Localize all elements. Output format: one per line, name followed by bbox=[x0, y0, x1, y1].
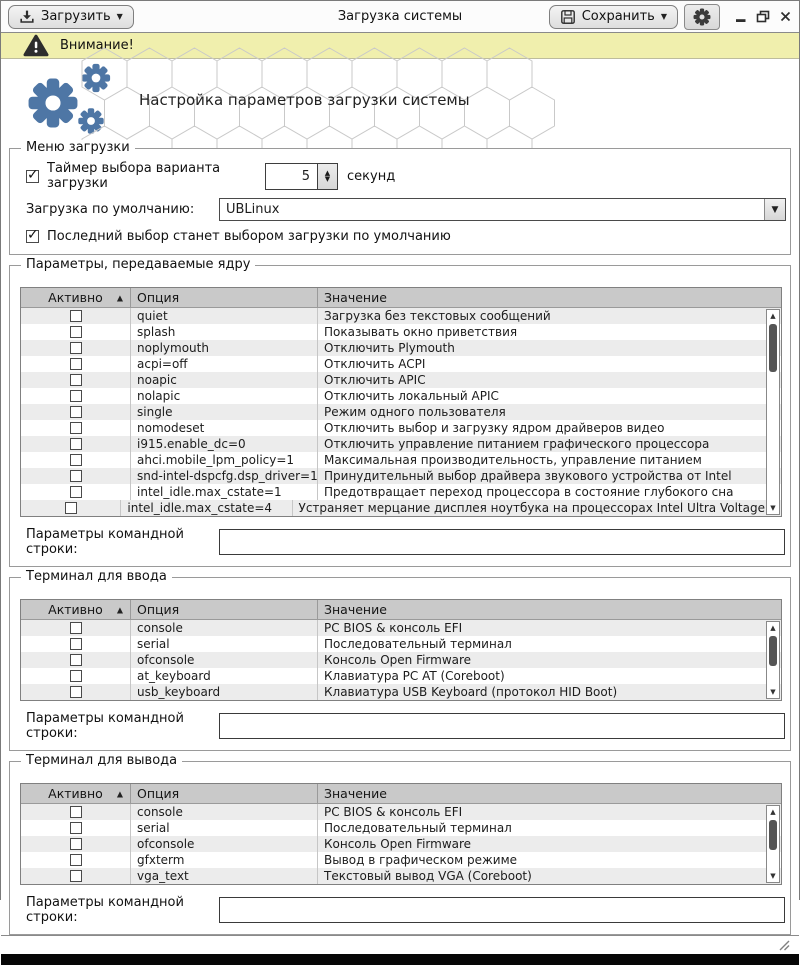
scroll-up-button[interactable]: ▲ bbox=[770, 312, 776, 320]
table-row[interactable] bbox=[21, 324, 781, 340]
titlebar bbox=[1, 1, 799, 33]
column-header-option[interactable]: Опция bbox=[131, 600, 318, 619]
row-checkbox[interactable] bbox=[70, 806, 82, 818]
warning-text: Внимание! bbox=[60, 38, 134, 53]
row-value: Текстовый вывод VGA (Coreboot) bbox=[324, 869, 532, 883]
row-checkbox[interactable] bbox=[70, 622, 82, 634]
sort-asc-icon: ▲ bbox=[116, 293, 123, 302]
chevron-down-icon: ▼ bbox=[116, 11, 123, 21]
row-option: acpi=off bbox=[131, 356, 318, 372]
row-option: intel_idle.max_cstate=4 bbox=[121, 500, 292, 516]
row-value: Отключить Plymouth bbox=[324, 341, 455, 355]
input-terminal-group bbox=[9, 569, 791, 751]
maximize-button[interactable] bbox=[756, 10, 770, 24]
row-option: single bbox=[131, 404, 318, 420]
row-value: Последовательный терминал bbox=[324, 821, 512, 835]
row-active-cell bbox=[21, 636, 131, 652]
row-option: noapic bbox=[131, 372, 318, 388]
row-active-cell bbox=[21, 620, 131, 636]
row-option: ofconsole bbox=[131, 836, 318, 852]
minimize-button[interactable] bbox=[734, 10, 748, 24]
row-option: noplymouth bbox=[131, 340, 318, 356]
column-header-active-label: Активно bbox=[48, 290, 103, 305]
scroll-down-button[interactable]: ▼ bbox=[770, 688, 776, 696]
vertical-scrollbar[interactable] bbox=[766, 621, 780, 699]
row-value: Максимальная производительность, управление питанием bbox=[324, 453, 702, 467]
table-row[interactable] bbox=[21, 452, 781, 468]
gear-icon bbox=[693, 8, 711, 26]
row-checkbox[interactable] bbox=[70, 470, 82, 482]
row-value: Клавиатура USB Keyboard (протокол HID Boot) bbox=[324, 685, 618, 699]
column-header-active-label: Активно bbox=[48, 786, 103, 801]
scroll-thumb[interactable] bbox=[769, 820, 777, 850]
table-header bbox=[21, 784, 781, 804]
cmdline-input[interactable] bbox=[219, 897, 785, 923]
close-button[interactable] bbox=[778, 10, 792, 24]
row-option: i915.enable_dc=0 bbox=[131, 436, 318, 452]
output-terminal-group bbox=[9, 753, 791, 935]
save-icon bbox=[560, 9, 576, 25]
table-row[interactable] bbox=[21, 308, 781, 324]
gears-icon bbox=[15, 63, 119, 137]
table-row[interactable] bbox=[21, 484, 781, 500]
row-value: Консоль Open Firmware bbox=[324, 837, 472, 851]
row-value: Предотвращает переход процессора в состояние глубокого сна bbox=[324, 485, 734, 499]
boot-menu-group bbox=[9, 140, 791, 255]
group-legend: Параметры, передаваемые ядру bbox=[21, 257, 255, 272]
table-row[interactable] bbox=[21, 500, 781, 516]
sort-asc-icon: ▲ bbox=[116, 605, 123, 614]
timer-spinner[interactable] bbox=[265, 163, 338, 190]
column-header-active[interactable] bbox=[21, 288, 131, 307]
row-option: console bbox=[131, 804, 318, 820]
row-option: intel_idle.max_cstate=1 bbox=[131, 484, 318, 500]
kernel-params-group bbox=[9, 257, 791, 567]
row-active-cell bbox=[21, 852, 131, 868]
row-option: console bbox=[131, 620, 318, 636]
column-header-value[interactable]: Значение bbox=[324, 290, 387, 305]
column-header-active[interactable] bbox=[21, 784, 131, 803]
row-checkbox[interactable] bbox=[70, 638, 82, 650]
row-value: Отключить управление питанием графического процессора bbox=[324, 437, 710, 451]
row-active-cell bbox=[21, 836, 131, 852]
row-value: Отключить выбор и загрузку ядром драйверов видео bbox=[324, 421, 665, 435]
row-active-cell bbox=[21, 324, 131, 340]
default-boot-row bbox=[19, 198, 786, 221]
chevron-down-icon: ▼ bbox=[660, 11, 667, 21]
status-bar bbox=[1, 935, 799, 954]
row-active-cell bbox=[21, 868, 131, 884]
row-active-cell bbox=[21, 484, 131, 500]
row-active-cell bbox=[21, 340, 131, 356]
group-legend: Меню загрузки bbox=[21, 140, 135, 155]
table-row[interactable] bbox=[21, 372, 781, 388]
kernel-params-table bbox=[20, 287, 782, 517]
cmdline-label: Параметры командной строки: bbox=[26, 711, 184, 741]
row-checkbox[interactable] bbox=[70, 486, 82, 498]
row-option: at_keyboard bbox=[131, 668, 318, 684]
scroll-down-button[interactable]: ▼ bbox=[770, 872, 776, 880]
row-value: Отключить ACPI bbox=[324, 357, 426, 371]
table-row[interactable] bbox=[21, 636, 781, 652]
row-active-cell bbox=[21, 372, 131, 388]
settings-button[interactable] bbox=[684, 4, 720, 30]
row-value: PC BIOS & консоль EFI bbox=[324, 621, 463, 635]
row-option: snd-intel-dspcfg.dsp_driver=1 bbox=[131, 468, 318, 484]
row-option: ofconsole bbox=[131, 652, 318, 668]
row-checkbox[interactable] bbox=[70, 654, 82, 666]
row-option: nolapic bbox=[131, 388, 318, 404]
default-boot-value: UBLinux bbox=[226, 202, 280, 217]
table-body bbox=[21, 620, 781, 700]
table-row[interactable] bbox=[21, 436, 781, 452]
load-button-label: Загрузить bbox=[41, 9, 111, 24]
row-active-cell bbox=[21, 404, 131, 420]
row-option: nomodeset bbox=[131, 420, 318, 436]
timer-unit-label: секунд bbox=[347, 168, 396, 184]
row-active-cell bbox=[21, 452, 131, 468]
column-header-active[interactable] bbox=[21, 600, 131, 619]
download-icon bbox=[19, 9, 35, 25]
row-option: splash bbox=[131, 324, 318, 340]
titlebar-right bbox=[549, 4, 792, 30]
row-value: Консоль Open Firmware bbox=[324, 653, 472, 667]
window-controls bbox=[734, 10, 792, 24]
row-checkbox[interactable] bbox=[70, 854, 82, 866]
table-row[interactable] bbox=[21, 388, 781, 404]
row-checkbox[interactable] bbox=[65, 502, 77, 514]
banner-title: Настройка параметров загрузки системы bbox=[139, 91, 470, 109]
column-header-option[interactable]: Опция bbox=[131, 784, 318, 803]
spinner-buttons[interactable] bbox=[317, 164, 337, 189]
row-value: Загрузка без текстовых сообщений bbox=[324, 309, 551, 323]
table-row[interactable] bbox=[21, 420, 781, 436]
row-checkbox[interactable] bbox=[70, 342, 82, 354]
row-checkbox[interactable] bbox=[70, 454, 82, 466]
row-active-cell bbox=[21, 668, 131, 684]
timer-checkbox[interactable] bbox=[26, 170, 39, 183]
row-checkbox[interactable] bbox=[70, 326, 82, 338]
last-choice-label: Последний выбор станет выбором загрузки по умолчанию bbox=[47, 229, 451, 244]
group-legend: Терминал для вывода bbox=[21, 753, 182, 768]
row-active-cell bbox=[21, 804, 131, 820]
scroll-down-button[interactable]: ▼ bbox=[770, 504, 776, 512]
row-value: Показывать окно приветствия bbox=[324, 325, 518, 339]
table-row[interactable] bbox=[21, 684, 781, 700]
table-row[interactable] bbox=[21, 868, 781, 884]
row-active-cell bbox=[21, 652, 131, 668]
table-header bbox=[21, 600, 781, 620]
last-choice-checkbox[interactable] bbox=[26, 230, 39, 243]
banner bbox=[1, 59, 799, 141]
vertical-scrollbar[interactable] bbox=[766, 309, 780, 515]
banner-pattern-area bbox=[127, 61, 479, 139]
main-content bbox=[1, 59, 799, 935]
row-checkbox[interactable] bbox=[70, 686, 82, 698]
cmdline-row bbox=[19, 711, 786, 741]
row-value: Вывод в графическом режиме bbox=[324, 853, 518, 867]
row-checkbox[interactable] bbox=[70, 390, 82, 402]
warning-icon bbox=[23, 34, 49, 57]
vertical-scrollbar[interactable] bbox=[766, 805, 780, 883]
row-value: Отключить APIC bbox=[324, 373, 426, 387]
row-active-cell bbox=[21, 308, 131, 324]
row-checkbox[interactable] bbox=[70, 422, 82, 434]
row-active-cell bbox=[21, 436, 131, 452]
table-row[interactable] bbox=[21, 668, 781, 684]
row-checkbox[interactable] bbox=[70, 838, 82, 850]
scroll-thumb[interactable] bbox=[769, 324, 777, 372]
row-value: Принудительный выбор драйвера звукового устройства от Intel bbox=[324, 469, 732, 483]
scroll-up-button[interactable]: ▲ bbox=[770, 624, 776, 632]
timer-value: 5 bbox=[301, 168, 310, 184]
row-active-cell bbox=[21, 388, 131, 404]
row-active-cell bbox=[21, 820, 131, 836]
row-active-cell bbox=[21, 420, 131, 436]
table-row[interactable] bbox=[21, 836, 781, 852]
row-active-cell bbox=[21, 356, 131, 372]
column-header-value[interactable]: Значение bbox=[324, 602, 387, 617]
row-value: Отключить локальный APIC bbox=[324, 389, 499, 403]
column-header-option[interactable]: Опция bbox=[131, 288, 318, 307]
resize-grip[interactable] bbox=[779, 940, 790, 951]
chevron-down-icon[interactable]: ▼ bbox=[764, 199, 785, 220]
row-value: PC BIOS & консоль EFI bbox=[324, 805, 463, 819]
row-option: serial bbox=[131, 636, 318, 652]
spin-down-icon[interactable]: ▼ bbox=[324, 175, 331, 183]
row-option: usb_keyboard bbox=[131, 684, 318, 700]
row-checkbox[interactable] bbox=[70, 670, 82, 682]
cmdline-row bbox=[19, 527, 786, 557]
sort-asc-icon: ▲ bbox=[116, 789, 123, 798]
table-row[interactable] bbox=[21, 340, 781, 356]
table-row[interactable] bbox=[21, 852, 781, 868]
table-body bbox=[21, 804, 781, 884]
scroll-up-button[interactable]: ▲ bbox=[770, 808, 776, 816]
last-choice-row bbox=[19, 229, 786, 244]
row-value: Устраняет мерцание дисплея ноутбука на процессорах Intel Ultra Voltage bbox=[298, 501, 765, 515]
cmdline-row bbox=[19, 895, 786, 925]
row-checkbox[interactable] bbox=[70, 870, 82, 882]
table-body bbox=[21, 308, 781, 516]
table-row[interactable] bbox=[21, 804, 781, 820]
row-option: gfxterm bbox=[131, 852, 318, 868]
row-active-cell bbox=[21, 684, 131, 700]
row-option: serial bbox=[131, 820, 318, 836]
table-row[interactable] bbox=[21, 404, 781, 420]
row-checkbox[interactable] bbox=[70, 310, 82, 322]
row-value: Режим одного пользователя bbox=[324, 405, 506, 419]
group-legend: Терминал для ввода bbox=[21, 569, 172, 584]
row-checkbox[interactable] bbox=[70, 406, 82, 418]
column-header-value[interactable]: Значение bbox=[324, 786, 387, 801]
table-row[interactable] bbox=[21, 820, 781, 836]
row-checkbox[interactable] bbox=[70, 374, 82, 386]
scroll-thumb[interactable] bbox=[769, 636, 777, 666]
table-header bbox=[21, 288, 781, 308]
timer-label: Таймер выбора варианта загрузки bbox=[47, 161, 221, 191]
row-option: quiet bbox=[131, 308, 318, 324]
output-terminal-table bbox=[20, 783, 782, 885]
table-row[interactable] bbox=[21, 652, 781, 668]
save-button-label: Сохранить bbox=[581, 9, 655, 24]
row-checkbox[interactable] bbox=[70, 438, 82, 450]
row-option: ahci.mobile_lpm_policy=1 bbox=[131, 452, 318, 468]
warning-bar bbox=[1, 33, 799, 59]
cmdline-label: Параметры командной строки: bbox=[26, 895, 184, 925]
timer-row bbox=[19, 161, 786, 191]
column-header-active-label: Активно bbox=[48, 602, 103, 617]
load-button[interactable] bbox=[8, 5, 134, 29]
cmdline-input[interactable] bbox=[219, 529, 785, 555]
row-value: Последовательный терминал bbox=[324, 637, 512, 651]
row-checkbox[interactable] bbox=[70, 358, 82, 370]
default-boot-label: Загрузка по умолчанию: bbox=[26, 202, 195, 217]
row-checkbox[interactable] bbox=[70, 822, 82, 834]
row-active-cell bbox=[21, 468, 131, 484]
table-row[interactable] bbox=[21, 356, 781, 372]
table-row[interactable] bbox=[21, 620, 781, 636]
cmdline-label: Параметры командной строки: bbox=[26, 527, 184, 557]
cmdline-input[interactable] bbox=[219, 713, 785, 739]
row-value: Клавиатура PC AT (Coreboot) bbox=[324, 669, 505, 683]
row-active-cell bbox=[21, 500, 121, 516]
bottom-bar bbox=[1, 954, 799, 965]
row-option: vga_text bbox=[131, 868, 318, 884]
spin-up-icon[interactable]: ▲ bbox=[324, 169, 331, 177]
input-terminal-table bbox=[20, 599, 782, 701]
table-row[interactable] bbox=[21, 468, 781, 484]
default-boot-select[interactable] bbox=[219, 198, 786, 221]
window-title: Загрузка системы bbox=[337, 9, 463, 24]
save-button[interactable] bbox=[549, 5, 678, 29]
